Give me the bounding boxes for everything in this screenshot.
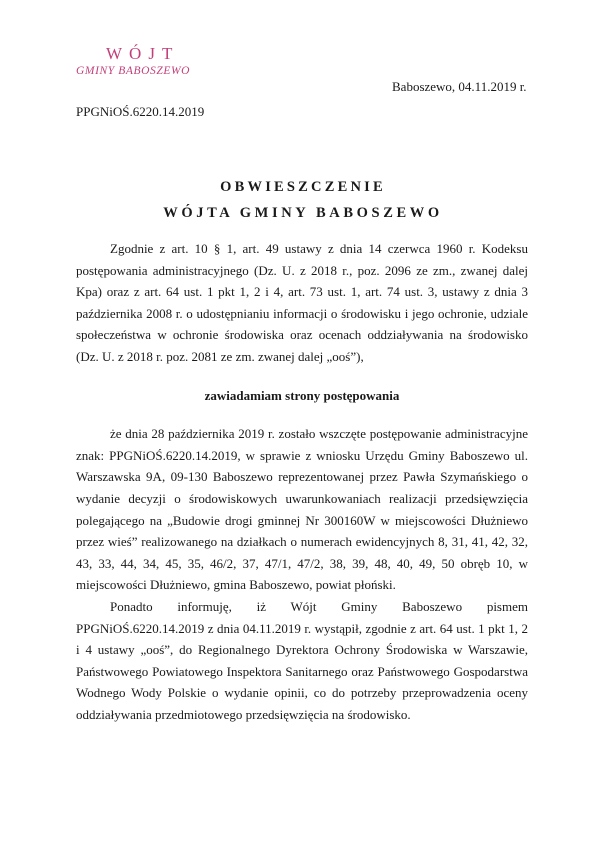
official-stamp [76,44,216,78]
place-and-date: Baboszewo, 04.11.2019 r. [392,79,527,94]
case-signature: PPGNiOŚ.6220.14.2019 [76,104,205,119]
document-title: OBWIESZCZENIE [220,179,386,195]
document-body [76,238,528,725]
stamp-title: WÓJT [106,44,180,63]
opinion-request-paragraph: Ponadto informuję, iż Wójt Gminy Baboszewo pismem PPGNiOŚ.6220.14.2019 z dnia 04.11.2019 r. wystąpił, zgodnie z art. 64 ust. 1 pkt 1, 2 i 4 ustawy „ooś”, do Regionalnego Dyrektora Ochrony Środowiska w Warszawie, Państwowego Powiatowego Inspektora Sanitarnego oraz Państwowego Gospodarstwa Wodnego Wody Polskie o wydanie opinii, co do potrzeby przeprowadzenia oceny oddziaływania przedmiotowego przedsięwzięcia na środowisko. [76,598,528,722]
legal-basis-paragraph: Zgodnie z art. 10 § 1, art. 49 ustawy z dnia 14 czerwca 1960 r. Kodeksu postępowania administracyjnego (Dz. U. z 2018 r., poz. 2096 ze zm., zwanej dalej Kpa) oraz z art. 64 ust. 1 pkt 1, 2 i 4, art. 73 ust. 1, art. 74 ust. 3, ustawy z dnia 3 października 2008 r. o udostępnianiu informacji o środowisku i jego ochronie, udziale społeczeństwa w ochronie środowiska oraz ocenach oddziaływania na środowisko (Dz. U. z 2018 r. poz. 2081 ze zm. zwanej dalej „ooś”), [76,241,528,364]
notice-heading: zawiadamiam strony postępowania [204,387,400,403]
proceedings-paragraph: że dnia 28 października 2019 r. zostało wszczęte postępowanie administracyjne znak: PPGNiOŚ.6220.14.2019, w sprawie z wniosku Urzędu Gminy Baboszewo ul. Warszawska 9A, 09-130 Baboszewo reprezentowanej przez Pawła Szymańskiego o wydanie decyzji o środowiskowych uwarunkowaniach realizacji przedsięwzięcia polegającego na „Budowie drogi gminnej Nr 300160W w miejscowości Dłużniewo przez wieś” realizowanego na działkach o numerach ewidencyjnych 8, 31, 41, 42, 32, 43, 33, 44, 34, 45, 35, 46/2, 37, 47/1, 47/2, 38, 39, 48, 40, 49, 50 obręb 10, w miejscowości Dłużniewo, gmina Baboszewo, powiat płoński. [76,426,528,593]
stamp-subtitle: GMINY BABOSZEWO [76,65,191,77]
document-subtitle: WÓJTA GMINY BABOSZEWO [163,205,443,221]
